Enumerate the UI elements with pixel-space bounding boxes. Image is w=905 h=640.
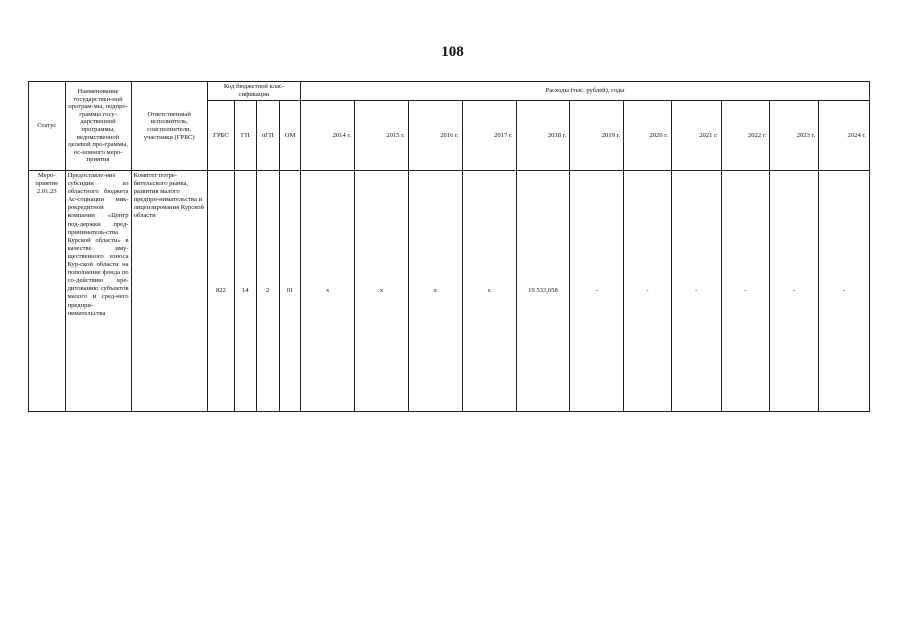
- header-status: Статус: [29, 82, 66, 171]
- header-year: 2020 г.: [624, 101, 672, 171]
- row-value: -: [570, 171, 624, 412]
- row-code-om: 01: [279, 171, 300, 412]
- page-number: 108: [441, 44, 464, 60]
- header-code-gp: ГП: [235, 101, 256, 171]
- row-code-gp: 14: [235, 171, 256, 412]
- row-value: -: [819, 171, 870, 412]
- row-value: х: [462, 171, 516, 412]
- budget-table: [28, 81, 870, 412]
- row-value: 19 533,658: [516, 171, 570, 412]
- header-year: 2017 г.: [462, 101, 516, 171]
- row-value: х: [301, 171, 355, 412]
- header-year: 2015 г.: [355, 101, 409, 171]
- table-row: [29, 171, 870, 412]
- header-responsible: Ответственный исполнитель, соисполнители, участники (ГРБС): [131, 82, 207, 171]
- header-year: 2019 г.: [570, 101, 624, 171]
- header-name: Наименование государствен-ной програм-мы, подпро-граммы госу-дарственной программы, ведомственной целевой про-граммы, ос-новного меро-приятия: [65, 82, 131, 171]
- row-value: -: [770, 171, 819, 412]
- header-year: 2024 г.: [819, 101, 870, 171]
- row-value: х: [355, 171, 409, 412]
- row-value: -: [721, 171, 770, 412]
- header-year: 2021 г.: [671, 101, 721, 171]
- row-value: -: [671, 171, 721, 412]
- header-budget-code: Код бюджетной клас-сификации: [207, 82, 300, 101]
- row-description: Предоставле-ние субсидии из областного бюджета Ас-социации мик-рокредитной компании «Центр под-держки пред-приниматель-ства Курской области» в качестве иму-щественного взноса Кур-ской области на пополнение фонда по со-действию кре-дитованию субъектов малого и сред-него предпри-нимательства: [65, 171, 131, 412]
- header-year: 2016 г.: [408, 101, 462, 171]
- header-code-grbs: ГРБС: [207, 101, 234, 171]
- header-year: 2023 г.: [770, 101, 819, 171]
- row-value: -: [624, 171, 672, 412]
- row-code-pgp: 2: [256, 171, 279, 412]
- header-year: 2014 г.: [301, 101, 355, 171]
- row-value: х: [408, 171, 462, 412]
- header-code-om: ОМ: [279, 101, 300, 171]
- header-expenses: Расходы (тыс. рублей), годы: [301, 82, 870, 101]
- row-responsible: Комитет потре-бительского рынка, развития малого предпри-нимательства и лицензирования Курской области: [131, 171, 207, 412]
- header-year: 2022 г.: [721, 101, 770, 171]
- row-status: Меро-приятие 2.01.23: [29, 171, 66, 412]
- header-row-1: [29, 82, 870, 101]
- header-year: 2018 г.: [516, 101, 570, 171]
- row-code-grbs: 822: [207, 171, 234, 412]
- header-code-pgp: пГП: [256, 101, 279, 171]
